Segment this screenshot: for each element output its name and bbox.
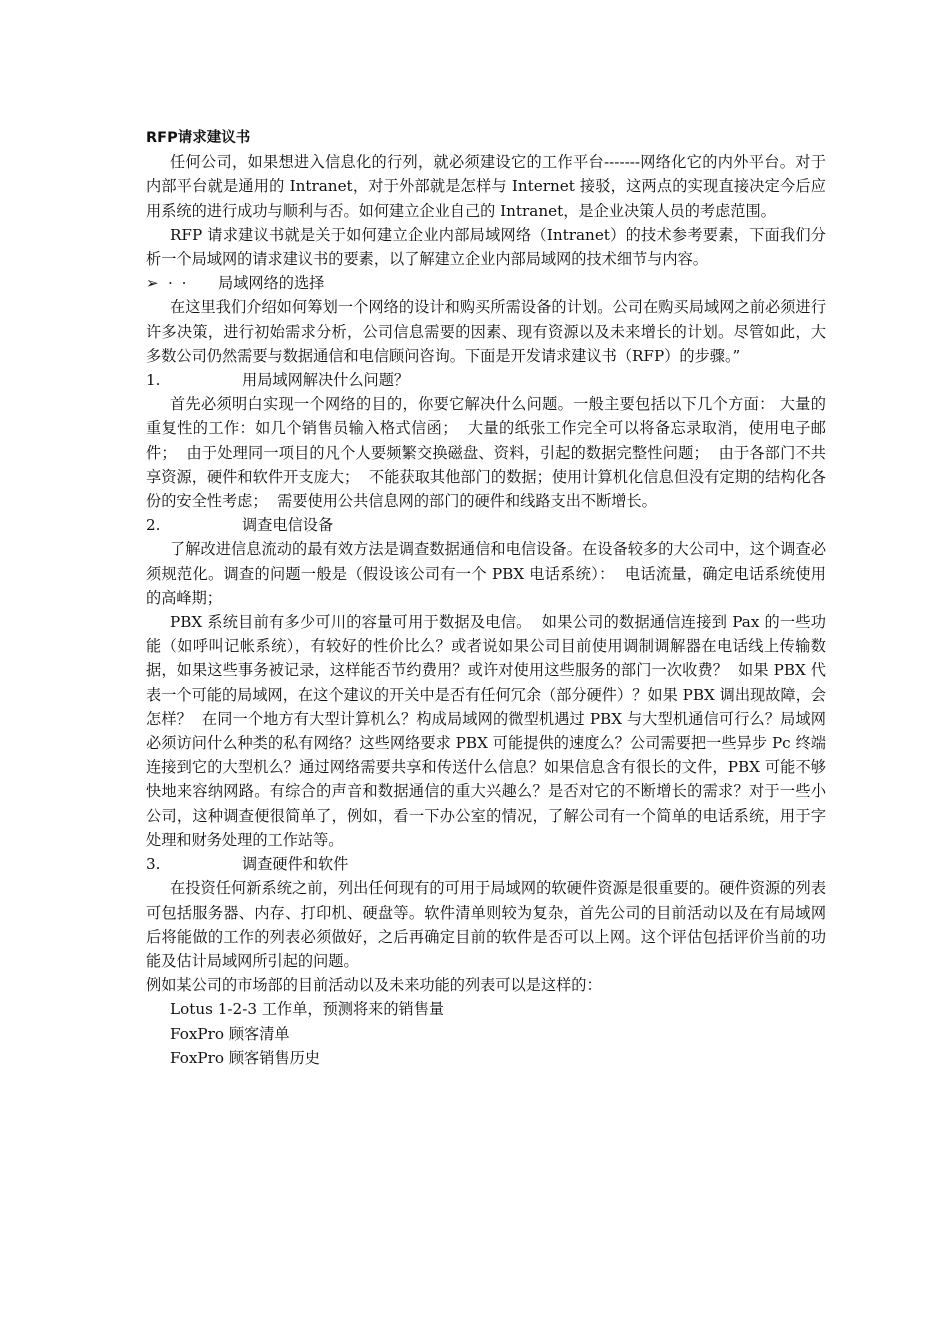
document-title: RFP请求建议书 [146,130,251,146]
intro-paragraph-1: 任何公司，如果想进入信息化的行列，就必须建设它的工作平台-------网络化它的内外平台。对于内部平台就是通用的 Intranet，对于外部就是怎样与 Internet 接驳，这两点的实现直接决定今后应用系统的进行成功与顺利与否。如何建立企业自己的 Intranet，是企业决策人员的考虑范围。 [146,153,826,220]
step-1-heading [146,368,826,392]
arrow-bullet-icon: ➢ [146,274,159,293]
step-1-title: 用局域网解决什么问题？ [242,371,410,390]
step-3-body: 在投资任何新系统之前，列出任何现有的可用于局域网的软硬件资源是很重要的。硬件资源的列表可包括服务器、内存、打印机、硬盘等。软件清单则较为复杂，首先公司的目前活动以及在有局域网后将能做的工作的列表必须做好，之后再确定目前的软件是否可以上网。这个评估包括评价当前的功能及估计局域网所引起的问题。 [146,879,826,970]
step-2-body-1: 了解改进信息流动的最有效方法是调查数据通信和电信设备。在设备较多的大公司中，这个调查必须规范化。调查的问题一般是（假设该公司有一个 PBX 电话系统）： 电话流量，确定电话系统使用的高峰期； [146,540,826,607]
list-item: Lotus 1-2-3 工作单，预测将来的销售量 [170,1000,445,1019]
step-3-heading [146,852,826,876]
section-paragraph: 在这里我们介绍如何筹划一个网络的设计和购买所需设备的计划。公司在购买局域网之前必须进行许多决策，进行初始需求分析，公司信息需要的因素、现有资源以及未来增长的计划。尽管如此，大多数公司仍然需要与数据通信和电信顾问咨询。下面是开发请求建议书（RFP）的步骤。” [146,298,826,365]
step-3-number: 3. [146,855,161,874]
step-1-body: 首先必须明白实现一个网络的目的，你要它解决什么问题。一般主要包括以下几个方面： 大量的重复性的工作：如几个销售员输入格式信函； 大量的纸张工作完全可以将备忘录取消，使用电子邮件； 由于处理同一项目的凡个人要频繁交换磁盘、资料，引起的数据完整性问题； 由于各部门不共享资源，硬件和软件开支庞大； 不能获取其他部门的数据；使用计算机化信息但没有定期的结构化各份的安全性考虑； 需要使用公共信息网的部门的硬件和线路支出不断增长。 [146,395,826,511]
list-item: FoxPro 顾客清单 [170,1024,290,1043]
section-heading [146,271,826,295]
step-2-title: 调查电信设备 [242,516,334,535]
step-2-heading [146,513,826,537]
list-item: FoxPro 顾客销售历史 [170,1048,320,1067]
intro-paragraph-2: RFP 请求建议书就是关于如何建立企业内部局域网络（Intranet）的技术参考要素，下面我们分析一个局域网的请求建议书的要素，以了解建立企业内部局域网的技术细节与内容。 [146,225,826,269]
step-3-title: 调查硬件和软件 [242,855,349,874]
document-page [146,126,826,1070]
step-3-example-intro: 例如某公司的市场部的目前活动以及未来功能的列表可以是这样的： [146,976,602,995]
dot-bullets: · · [168,274,189,293]
step-2-number: 2. [146,516,161,535]
step-1-number: 1. [146,371,161,390]
step-2-body-2: PBX 系统目前有多少可川的容量可用于数据及电信。 如果公司的数据通信连接到 Pax 的一些功能（如呼叫记帐系统），有较好的性价比么？或者说如果公司目前使用调制调解器在电话线上传输数据，如果这些事务被记录，这样能否节约费用？或许对使用这些服务的部门一次收费？ 如果 PBX 代表一个可能的局域网，在这个建议的开关中是否有任何冗余（部分硬件）？如果 PBX 调出现故障，会怎样？ 在同一个地方有大型计算机么？构成局域网的微型机遇过 PBX 与大型机通信可行么？局域网必须访问什么种类的私有网络？这些网络要求 PBX 可能提供的速度么？公司需要把一些异步 Pc 终端连接到它的大型机么？通过网络需要共享和传送什么信息？如果信息含有很长的文件，PBX 可能不够快地来容纳网路。有综合的声音和数据通信的重大兴趣么？是否对它的不断增长的需求？对于一些小公司，这种调查便很简单了，例如，看一下办公室的情况，了解公司有一个简单的电话系统，用于字处理和财务处理的工作站等。 [146,613,826,849]
section-heading-text: 局域网络的选择 [218,274,325,293]
